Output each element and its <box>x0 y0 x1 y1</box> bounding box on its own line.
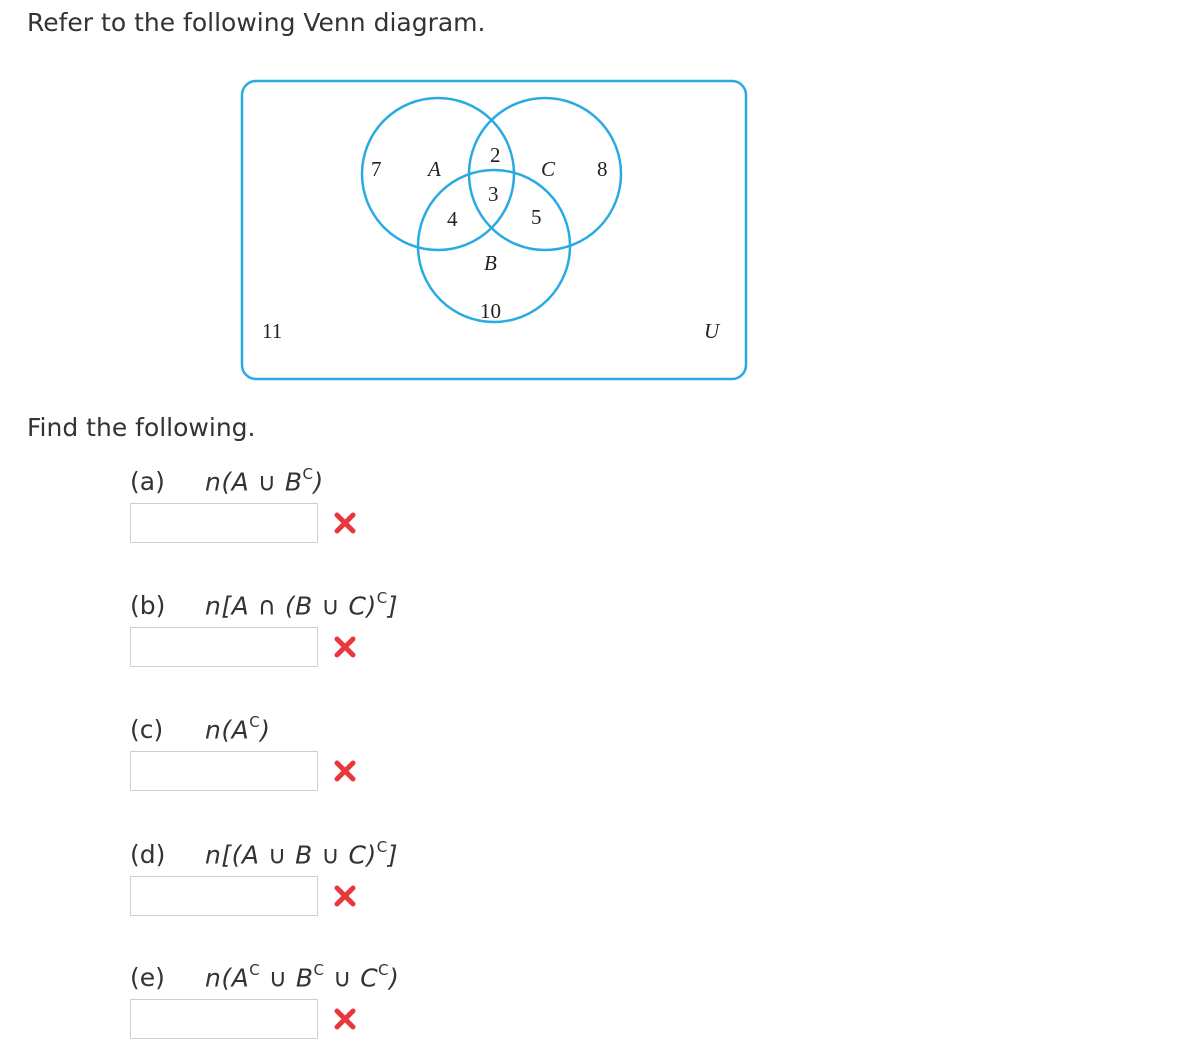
region-a-only: 7 <box>371 157 382 181</box>
incorrect-x-icon <box>332 1006 358 1032</box>
answer-input-e[interactable] <box>130 999 318 1039</box>
find-instruction: Find the following. <box>27 413 256 442</box>
question-intro: Refer to the following Venn diagram. <box>27 8 486 37</box>
venn-svg <box>238 76 750 384</box>
incorrect-x-icon <box>332 634 358 660</box>
part-a <box>130 467 358 543</box>
part-c <box>130 715 358 791</box>
part-letter: (a) <box>130 467 165 497</box>
part-expression: n[(A ∪ B ∪ C)$^C$] <box>205 838 398 870</box>
region-b-c: 5 <box>531 205 542 229</box>
part-letter: (c) <box>130 715 164 745</box>
label-set-a: A <box>428 157 441 181</box>
part-letter: (e) <box>130 963 165 993</box>
part-letter: (b) <box>130 591 166 621</box>
incorrect-x-icon <box>332 883 358 909</box>
incorrect-x-icon <box>332 758 358 784</box>
part-d <box>130 840 398 916</box>
label-universe: U <box>704 319 720 343</box>
region-a-b: 4 <box>447 207 458 231</box>
answer-input-d[interactable] <box>130 876 318 916</box>
venn-diagram <box>238 76 750 384</box>
region-a-c: 2 <box>490 143 501 167</box>
answer-input-c[interactable] <box>130 751 318 791</box>
region-outside: 11 <box>262 319 283 343</box>
answer-input-b[interactable] <box>130 627 318 667</box>
region-b-only: 10 <box>480 299 501 323</box>
part-expression: $n(A^C$ ∪ $B^C$ ∪ $C^C$) <box>205 961 400 993</box>
incorrect-x-icon <box>332 510 358 536</box>
part-letter: (d) <box>130 840 166 870</box>
label-set-c: C <box>541 157 556 181</box>
label-set-b: B <box>484 251 497 275</box>
region-a-b-c: 3 <box>488 182 499 206</box>
part-e <box>130 963 399 1039</box>
part-expression: n(A ∪ $B^C$) <box>205 465 324 497</box>
part-b <box>130 591 398 667</box>
part-expression: n[A ∩ (B ∪ C)$^C$] <box>205 589 398 621</box>
region-c-only: 8 <box>597 157 608 181</box>
part-expression: $n(A^C)$ <box>205 713 271 745</box>
answer-input-a[interactable] <box>130 503 318 543</box>
